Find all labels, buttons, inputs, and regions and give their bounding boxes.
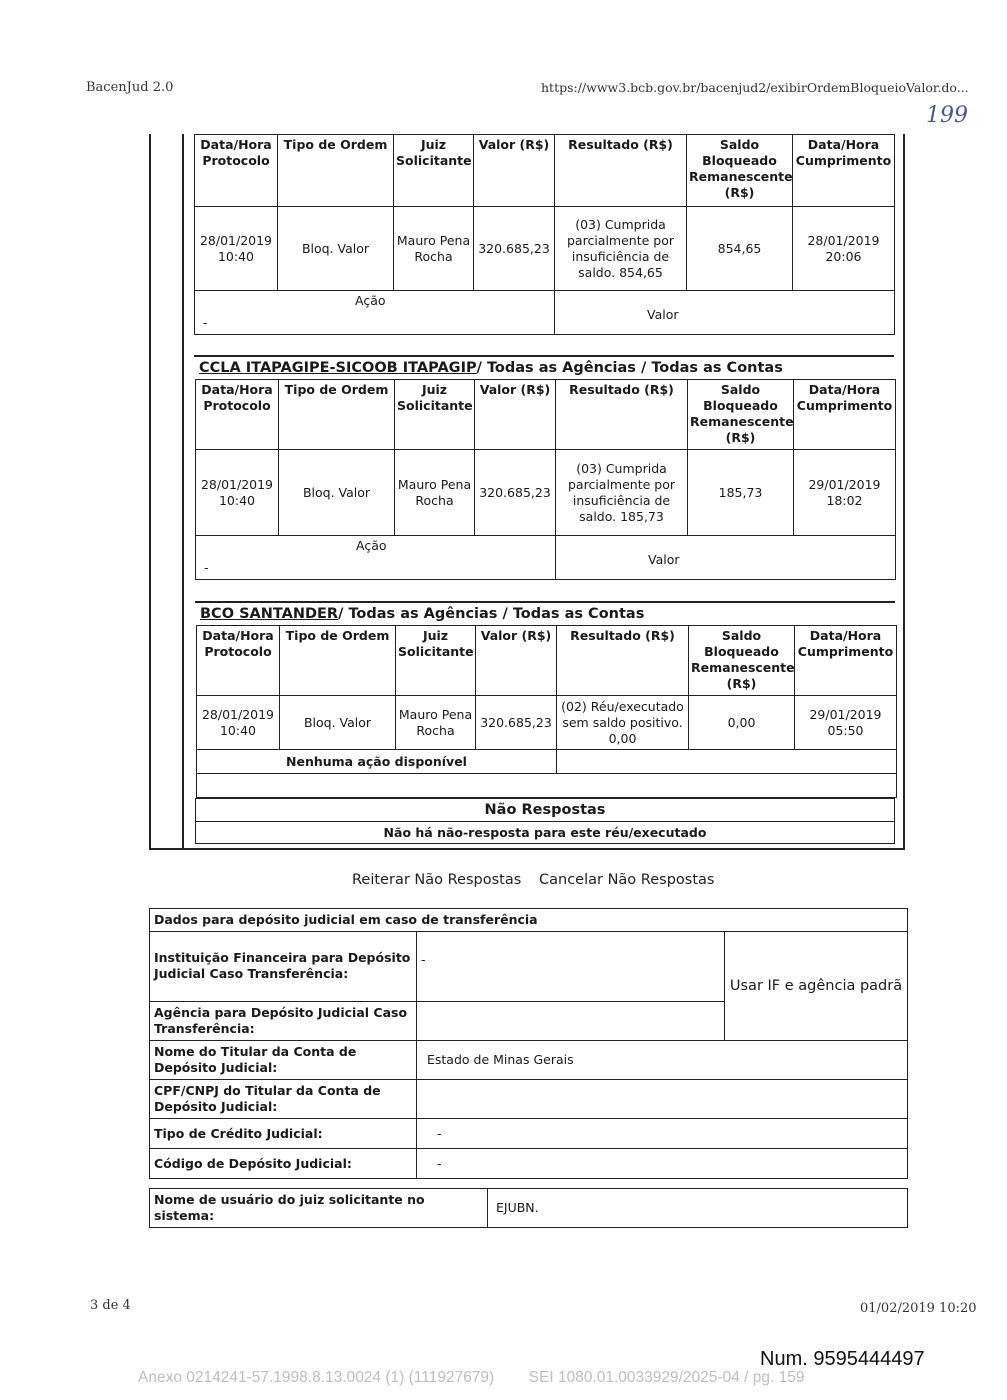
cell-saldo: 854,65 [687,207,793,291]
col-tipo: Tipo de Ordem [279,380,395,450]
valor-label: Valor [648,552,680,567]
usuario-value: EJUBN. [488,1189,908,1228]
app-name: BacenJud 2.0 [86,80,174,95]
bank-title-3 [200,606,644,622]
cell-cumprimento: 29/01/2019 18:02 [794,450,896,536]
instituicao-value[interactable]: - [417,932,725,1002]
agencia-label: Agência para Depósito Judicial Caso Transferência: [150,1002,417,1041]
col-saldo: Saldo Bloqueado Remanescente (R$) [687,135,793,207]
deposito-title: Dados para depósito judicial em caso de transferência [150,909,908,932]
acao-label: Ação [355,293,386,308]
codigo-deposito-label: Código de Depósito Judicial: [150,1149,417,1179]
col-cumprimento: Data/Hora Cumprimento [794,380,896,450]
table-row [197,696,897,750]
frame-bottom-line [149,848,905,850]
cell-tipo: Bloq. Valor [280,696,396,750]
bank-name-3: BCO SANTANDER [200,606,339,622]
col-valor: Valor (R$) [476,626,557,696]
cell-protocolo: 28/01/2019 10:40 [195,207,278,291]
empty-row [197,774,897,798]
codigo-deposito-value: - [417,1149,908,1179]
usuario-label: Nome de usuário do juiz solicitante no sistema: [150,1189,488,1228]
frame-left-inner-line [182,134,184,850]
cell-tipo: Bloq. Valor [278,207,394,291]
print-datetime: 01/02/2019 10:20 [860,1301,977,1316]
nao-respostas-title: Não Respostas [196,799,894,822]
cell-valor: 320.685,23 [474,207,555,291]
spacer-line [195,601,895,603]
cell-juiz: Mauro Pena Rocha [395,450,475,536]
col-cumprimento: Data/Hora Cumprimento [795,626,897,696]
col-juiz: Juiz Solicitante [396,626,476,696]
bank-name-2: CCLA ITAPAGIPE-SICOOB ITAPAGIP [199,360,477,376]
titular-value: Estado de Minas Gerais [417,1041,908,1080]
cell-protocolo: 28/01/2019 10:40 [197,696,280,750]
cpf-value [417,1080,908,1119]
reiterar-button[interactable]: Reiterar Não Respostas [352,872,522,888]
bank-suffix-3: / Todas as Agências / Todas as Contas [338,606,645,622]
acao-cell [196,536,556,580]
col-valor: Valor (R$) [474,135,555,207]
tipo-credito-label: Tipo de Crédito Judicial: [150,1119,417,1149]
tipo-credito-value: - [417,1119,908,1149]
cell-juiz: Mauro Pena Rocha [394,207,474,291]
col-protocolo: Data/Hora Protocolo [196,380,279,450]
bank-table-3 [196,625,897,798]
col-juiz: Juiz Solicitante [395,380,475,450]
cell-resultado: (02) Réu/executado sem saldo positivo. 0,00 [557,696,689,750]
valor-cell [556,536,896,580]
col-resultado: Resultado (R$) [557,626,689,696]
acao-value: - [204,560,209,575]
col-valor: Valor (R$) [475,380,556,450]
col-resultado: Resultado (R$) [556,380,688,450]
nao-respostas-text: Não há não-resposta para este réu/executado [383,825,707,840]
cancelar-button[interactable]: Cancelar Não Respostas [539,872,715,888]
col-protocolo: Data/Hora Protocolo [195,135,278,207]
col-protocolo: Data/Hora Protocolo [197,626,280,696]
usar-if-button[interactable]: Usar IF e agência padrã [725,932,908,1041]
spacer-line [194,355,894,357]
col-juiz: Juiz Solicitante [394,135,474,207]
bank-table-1 [194,134,895,335]
bank-title-2 [199,360,783,376]
col-saldo: Saldo Bloqueado Remanescente (R$) [688,380,794,450]
page-url: https://www3.bcb.gov.br/bacenjud2/exibirOrdemBloqueioValor.do... [541,80,969,95]
cell-valor: 320.685,23 [476,696,557,750]
valor-cell [555,291,895,335]
frame-left-line [149,134,151,850]
cell-resultado: (03) Cumprida parcialmente por insuficiência de saldo. 185,73 [556,450,688,536]
annex-reference: Anexo 0214241-57.1998.8.13.0024 (1) (111927679) SEI 1080.01.0033929/2025-04 / pg. 159 [138,1369,805,1386]
acao-value: - [203,315,208,330]
cell-saldo: 185,73 [688,450,794,536]
cell-valor: 320.685,23 [475,450,556,536]
bank-table-2 [195,379,896,580]
table-row [195,207,895,291]
valor-label: Valor [647,307,679,322]
usuario-table [149,1188,908,1228]
instituicao-label: Instituição Financeira para Depósito Judicial Caso Transferência: [150,932,417,1002]
col-cumprimento: Data/Hora Cumprimento [793,135,895,207]
cell-tipo: Bloq. Valor [279,450,395,536]
handwritten-page-number: 199 [926,103,968,128]
bank-suffix-2: / Todas as Agências / Todas as Contas [476,360,783,376]
col-tipo: Tipo de Ordem [280,626,396,696]
cell-protocolo: 28/01/2019 10:40 [196,450,279,536]
col-saldo: Saldo Bloqueado Remanescente (R$) [689,626,795,696]
col-resultado: Resultado (R$) [555,135,687,207]
titular-label: Nome do Titular da Conta de Depósito Judicial: [150,1041,417,1080]
cell-resultado: (03) Cumprida parcialmente por insuficiência de saldo. 854,65 [555,207,687,291]
acao-cell [195,291,555,335]
agencia-value[interactable] [417,1002,725,1041]
cell-saldo: 0,00 [689,696,795,750]
cell-juiz: Mauro Pena Rocha [396,696,476,750]
cell-cumprimento: 28/01/2019 20:06 [793,207,895,291]
empty-cell [557,750,897,774]
deposito-table [149,908,908,1179]
cell-cumprimento: 29/01/2019 05:50 [795,696,897,750]
cpf-label: CPF/CNPJ do Titular da Conta de Depósito Judicial: [150,1080,417,1119]
acao-label: Ação [356,538,387,553]
col-tipo: Tipo de Ordem [278,135,394,207]
nao-respostas-box [195,798,895,844]
table-row [196,450,896,536]
page-count: 3 de 4 [90,1298,131,1313]
frame-right-line [903,134,905,850]
no-action-cell: Nenhuma ação disponível [197,750,557,774]
document-number: Num. 9595444497 [760,1348,925,1370]
